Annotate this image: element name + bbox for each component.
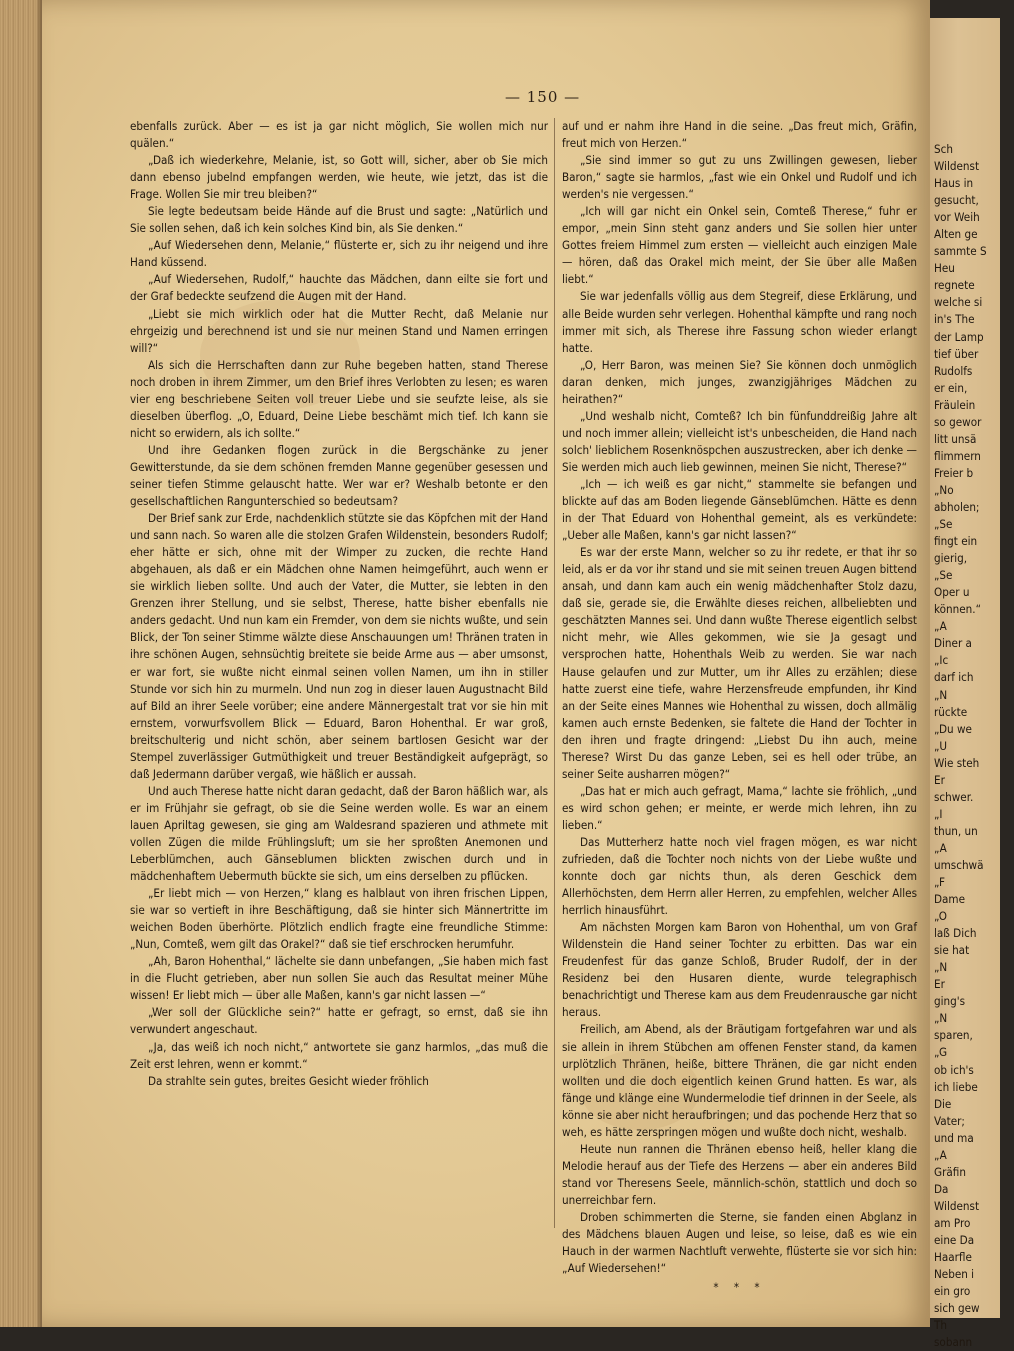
- adjacent-page-line: ich liebe: [934, 1079, 978, 1094]
- adjacent-page-line: tief über: [934, 346, 979, 361]
- adjacent-page-line: „N: [934, 1011, 948, 1026]
- paragraph: Das Mutterherz hatte noch viel fragen mögen, es war nicht zufrieden, daß die Tochter noch nichts von der Liebe wußte und konnte doch gar nichts thun, als deren Geschick dem Allerhöchsten, dem Herrn aller Herren, zu empfehlen, welcher Alles herrlich hinausführt.: [562, 834, 917, 918]
- paragraph: Droben schimmerten die Sterne, sie fanden einen Abglanz in des Mädchens blauen Augen und leise, so leise, daß es wie ein Hauch in der warmen Nachtluft verwehte, flüsterte sie vor sich hin: „Auf Wiedersehen!“: [562, 1210, 917, 1276]
- paper-stain: [580, 1050, 700, 1130]
- adjacent-page-line: in's The: [934, 312, 975, 327]
- adjacent-page-line: Wildenst: [934, 1198, 980, 1213]
- adjacent-page-line: Wildenst: [934, 159, 980, 174]
- paragraph: Freilich, am Abend, als der Bräutigam fortgefahren war und als sie allein in ihrem Stübchen am offenen Fenster stand, da kamen urplötzlich Thränen, heiße, bittere Thränen, die gar nicht enden wollten und die doch eigentlich keinen Grund hatten. Es war, als fänge und klänge eine Wundermelodie tief drinnen in der Seele, als könne sie aber nicht heraufbringen; und das pochende Herz that so weh, es hätte zerspringen mögen und wußte doch nicht, weshalb.: [562, 1022, 917, 1139]
- adjacent-page-line: Oper u: [934, 585, 970, 600]
- adjacent-page-line: und ma: [934, 1130, 974, 1145]
- adjacent-page-line: gesucht,: [934, 193, 979, 208]
- adjacent-page-line: sammte S: [934, 244, 987, 259]
- adjacent-page-line: Rudolfs: [934, 363, 973, 378]
- adjacent-page-line: Haus in: [934, 176, 974, 191]
- adjacent-page-line: „I: [934, 806, 943, 821]
- adjacent-page-line: Dame: [934, 892, 966, 907]
- adjacent-page-line: Neben i: [934, 1267, 975, 1282]
- paragraph: „Das hat er mich auch gefragt, Mama,“ lachte sie fröhlich, „und es wird schon gehen; er meinte, er werde mich lehren, ihn zu lieben.“: [562, 783, 917, 832]
- paragraph: „Und weshalb nicht, Comteß? Ich bin fünfunddreißig Jahre alt und noch immer allein; vielleicht ist's unbescheiden, die Hand nach solch' lieblichem Rosenknöspchen auszustrecken, aber ich denke — Sie werden mich auch lieb gewinnen, meinen Sie nicht, Therese?“: [562, 408, 917, 474]
- paragraph: ebenfalls zurück. Aber — es ist ja gar nicht möglich, Sie wollen mich nur quälen.“: [130, 119, 548, 151]
- adjacent-page-line: „A: [934, 619, 947, 634]
- adjacent-page-line: so gewor: [934, 414, 982, 429]
- paragraph: „Ah, Baron Hohenthal,“ lächelte sie dann unbefangen, „Sie haben mich fast in die Flucht getrieben, aber nun sollen Sie auch das Resultat meiner Mühe wissen! Er liebt mich — über alle Maßen, kann's gar nicht lassen —“: [130, 954, 548, 1003]
- adjacent-page-line: „A: [934, 840, 947, 855]
- paragraph: „Auf Wiedersehen denn, Melanie,“ flüsterte er, sich zu ihr neigend und ihre Hand küssend.: [130, 238, 548, 270]
- paragraph: „Wer soll der Glückliche sein?“ hatte er gefragt, so ernst, daß sie ihn verwundert angeschaut.: [130, 1005, 548, 1037]
- adjacent-page-line: ging's: [934, 994, 966, 1009]
- adjacent-page-line: Sch: [934, 142, 953, 156]
- paragraph: Und ihre Gedanken flogen zurück in die Bergschänke zu jener Gewitterstunde, da sie dem schönen fremden Manne gegenüber gesessen und seiner tiefen Stimme gelauscht hatte. Wer war er? Weshalb betonte er den gesellschaftlichen Rangunterschied so bedeutsam?: [130, 442, 548, 509]
- adjacent-page-line: am Pro: [934, 1215, 971, 1230]
- adjacent-page: [930, 18, 1000, 1350]
- adjacent-page-line: „Du we: [934, 721, 972, 736]
- adjacent-page-line: sie hat: [934, 943, 970, 958]
- paragraph: auf und er nahm ihre Hand in die seine. „Das freut mich, Gräfin, freut mich von Herzen.“: [562, 119, 917, 151]
- adjacent-page-line: eine Da: [934, 1233, 975, 1247]
- paragraph: Als sich die Herrschaften dann zur Ruhe begeben hatten, stand Therese noch droben in ihrem Zimmer, um den Brief ihres Verlobten zu lesen; es waren vier eng beschriebene Seiten voll treuer Liebe und sie seufzte leise, als sie dieselben überflog. „O, Eduard, Deine Liebe beschämt mich tief. Ich kann sie nicht so erwidern, als ich sollte.“: [130, 357, 548, 440]
- adjacent-page-line: litt unsä: [934, 431, 977, 446]
- paragraph: Da strahlte sein gutes, breites Gesicht wieder fröhlich: [148, 1073, 429, 1088]
- adjacent-page-line: schwer.: [934, 789, 974, 804]
- paragraph: Sie war jedenfalls völlig aus dem Stegreif, diese Erklärung, und alle Beide wurden sehr verlegen. Hohenthal kämpfte und rang noch immer mit sich, als Therese ihre Fassung schon wieder erlangt hatte.: [562, 289, 917, 355]
- paragraph: Sie legte bedeutsam beide Hände auf die Brust und sagte: „Natürlich und Sie sollen sehen, daß ich kein solches Kind bin, als Sie denken.“: [130, 204, 548, 236]
- adjacent-page-line: er ein,: [934, 380, 968, 395]
- adjacent-page-line: Haarfle: [934, 1250, 972, 1265]
- paragraph: Es war der erste Mann, welcher so zu ihr redete, er that ihr so leid, als er da vor ihr stand und sie mit seinen treuen Augen bittend ansah, und dann kam auch ein wenig mädchenhafter Stolz dazu, daß sie, gerade sie, die Erwählte dieses reichen, allbeliebten und geschätzten Mannes sei. Und dann wußte Therese eigentlich selbst nicht mehr, wie Alles gekommen, wie sie Ja gesagt und versprochen hatte, Hohenthals Weib zu werden. Sie war nach Hause gelaufen und zur Mutter, um ihr Alles zu erzählen; diese hatte zuerst eine tiefe, wahre Herzensfreude empfunden, ihr Kind an der Seite eines Mannes wie Hohenthal zu wissen, doch allmälig kamen auch ernste Bedenken, sie faltete die Hand der Tochter in den ihren und fragte dringend: „Liebst Du ihn auch, meine Therese? Wirst Du das ganze Leben, sei es hell oder trübe, an seiner Seite ausharren mögen?“: [562, 545, 917, 781]
- adjacent-page-line: Heu: [934, 261, 955, 276]
- paragraph: „Ja, das weiß ich noch nicht,“ antwortete sie ganz harmlos, „das muß die Zeit erst lehren, wenn er kommt.“: [130, 1039, 548, 1071]
- adjacent-page-line: „A: [934, 1147, 947, 1162]
- section-ornament: * * *: [713, 1280, 766, 1295]
- adjacent-page-line: Die: [934, 1096, 952, 1111]
- adjacent-page-line: laß Dich: [934, 926, 977, 941]
- adjacent-page-line: „Se: [934, 568, 953, 583]
- adjacent-page-line: umschwä: [934, 857, 984, 872]
- adjacent-page-line: Alten ge: [934, 227, 978, 242]
- adjacent-page-line: gierig,: [934, 551, 968, 566]
- adjacent-page-line: Fräulein: [934, 397, 976, 412]
- paragraph: „Liebt sie mich wirklich oder hat die Mutter Recht, daß Melanie nur ehrgeizig und berechnend ist und sie nur meinen Stand und Namen erringen will?“: [130, 306, 548, 355]
- adjacent-page-line: abholen;: [934, 499, 980, 514]
- adjacent-page-line: darf ich: [934, 670, 974, 685]
- paragraph: „Daß ich wiederkehre, Melanie, ist, so Gott will, sicher, aber ob Sie mich dann ebenso jubelnd empfangen werden, wie heute, wie jetzt, das ist die Frage. Wollen Sie mir treu bleiben?“: [130, 153, 548, 202]
- paragraph: Am nächsten Morgen kam Baron von Hohenthal, um von Graf Wildenstein die Hand seiner Tochter zu erbitten. Das war ein Freudenfest für das ganze Schloß, Bruder Rudolf, der in der Residenz bei den Husaren diente, wurde telegraphisch benachrichtigt und Therese kam aus dem Freudenrausche gar nicht heraus.: [562, 920, 917, 1020]
- paragraph: Der Brief sank zur Erde, nachdenklich stützte sie das Köpfchen mit der Hand und sann nach. So waren alle die stolzen Grafen Wildenstein, besonders Rudolf; eher hätte er sich, ohne mit der Wimper zu zucken, die rechte Hand abgehauen, als daß er ein Mädchen ohne Namen heimgeführt, auch wenn er sie wirklich lieben sollte. Und auch der Vater, die Mutter, sie lebten in den Grenzen ihrer Stellung, und sie selbst, Therese, hatte bisher ebenfalls nie anders gedacht. Und nun kam ein Fremder, von dem sie nichts wußte, und sein Blick, der Ton seiner Stimme wälzte diese Anschauungen um! Thränen traten in ihre schönen Augen, sehnsüchtig breitete sie beide Arme aus — aber umsonst, er war fort, sie wußte nicht einmal seinen vollen Namen, um ihn in stiller Stunde vor sich hin zu murmeln. Und nun zog in dieser lauen Augustnacht Bild auf Bild an ihrer Seele vorüber; eine andere Männergestalt trat vor sie hin mit ernstem, vorwurfsvollem Blick — Eduard, Baron Hohenthal. Er war groß, breitschulterig und nicht schön, aber seinem bartlosen Gesicht war der Stempel zuverlässiger Gutmüthigkeit und treuer Beständigkeit aufgeprägt, so daß Jedermann darüber vergaß, wie häßlich er aussah.: [130, 511, 548, 781]
- adjacent-page-line: können.“: [934, 602, 981, 617]
- adjacent-page-line: „Ic: [934, 653, 949, 668]
- adjacent-page-line: „F: [934, 875, 945, 890]
- adjacent-page-line: „O: [934, 909, 947, 924]
- adjacent-page-line: „No: [934, 482, 954, 497]
- adjacent-page-line: sobann: [934, 1335, 973, 1350]
- adjacent-page-line: thun, un: [934, 823, 978, 838]
- paragraph: „Ich — ich weiß es gar nicht,“ stammelte sie befangen und blickte auf das am Boden liegende Gänseblümchen. Hätte es denn in der That Eduard von Hohenthal gemeint, als es verkündete: „Ueber alle Maßen, kann's gar nicht lassen?“: [562, 476, 917, 543]
- adjacent-page-line: ein gro: [934, 1284, 971, 1299]
- text-column-left: [130, 118, 548, 1090]
- adjacent-page-line: Freier b: [934, 465, 974, 480]
- adjacent-page-line: Wie steh: [934, 755, 980, 770]
- paragraph: Und auch Therese hatte nicht daran gedacht, daß der Baron häßlich war, als er im Frühjahr sie gefragt, ob sie die Seine werden wolle. Es war an einem lauen Apriltag gewesen, sie ging am Waldesrand spazieren und athmete mit vollen Zügen die milde Frühlingsluft; um sie her sproßten Anemonen und Leberblümchen, auch Gänseblumen blickten zwischen durch und in mädchenhaftem Uebermuth bückte sie sich, um eins derselben zu pflücken.: [130, 783, 548, 884]
- paragraph: „Er liebt mich — von Herzen,“ klang es halblaut von ihren frischen Lippen, sie war so vertieft in ihre Beschäftigung, daß sie hinter sich Männertritte im weichen Boden überhörte. Plötzlich endlich fragte eine freundliche Stimme: „Nun, Comteß, wem gilt das Orakel?“ daß sie tief erschrocken herumfuhr.: [130, 886, 548, 952]
- text-column-right: [562, 118, 917, 1295]
- adjacent-page-line: „N: [934, 960, 948, 975]
- paragraph: „Auf Wiedersehen, Rudolf,“ hauchte das Mädchen, dann eilte sie fort und der Graf bedeckte seufzend die Augen mit der Hand.: [130, 272, 548, 304]
- adjacent-page-line: Th: [934, 1318, 947, 1333]
- adjacent-page-line: Er: [934, 977, 945, 992]
- adjacent-page-line: „Se: [934, 517, 953, 532]
- adjacent-page-line: Da: [934, 1181, 949, 1196]
- adjacent-page-line: sparen,: [934, 1028, 973, 1043]
- adjacent-page-line: Er: [934, 772, 945, 787]
- adjacent-page-line: Diner a: [934, 636, 972, 651]
- adjacent-page-line: Vater;: [934, 1113, 965, 1128]
- paragraph: „Sie sind immer so gut zu uns Zwillingen gewesen, lieber Baron,“ sagte sie harmlos, „fast wie ein Onkel und Rudolf und ich werden's nie vergessen.“: [562, 153, 917, 202]
- book-page-edges: [0, 0, 42, 1327]
- page-number: — 150 —: [505, 88, 581, 106]
- adjacent-page-line: „U: [934, 738, 948, 753]
- column-divider: [554, 118, 555, 1228]
- paper-stain: [200, 300, 360, 410]
- adjacent-page-line: regnete: [934, 278, 975, 293]
- adjacent-page-line: fingt ein: [934, 534, 978, 549]
- paragraph: „O, Herr Baron, was meinen Sie? Sie können doch unmöglich daran denken, mich junges, zwanzigjähriges Mädchen zu heirathen?“: [562, 357, 917, 406]
- adjacent-page-line: flimmern: [934, 448, 981, 463]
- adjacent-page-line: „N: [934, 687, 948, 702]
- adjacent-page-line: „G: [934, 1045, 948, 1060]
- adjacent-page-line: vor Weih: [934, 210, 980, 225]
- adjacent-page-line: der Lamp: [934, 329, 984, 344]
- adjacent-page-line: welche si: [934, 295, 983, 310]
- adjacent-page-line: sich gew: [934, 1301, 980, 1316]
- adjacent-page-line: Gräfin: [934, 1164, 966, 1179]
- adjacent-page-line: ob ich's: [934, 1062, 974, 1077]
- paragraph: Heute nun rannen die Thränen ebenso heiß, heller klang die Melodie herauf aus der Tiefe des Herzens — aber ein anderes Bild stand vor Theresens Seele, männlich-schön, stattlich und doch so unerreichbar fern.: [562, 1141, 917, 1207]
- adjacent-page-line: rückte: [934, 704, 968, 719]
- paragraph: „Ich will gar nicht ein Onkel sein, Comteß Therese,“ fuhr er empor, „mein Sinn steht ganz anders und Sie sollen hier unter Gottes freiem Himmel zum ersten — vielleicht auch einzigen Male — hören, daß das Orakel mich meint, der Sie über alle Maßen liebt.“: [562, 204, 917, 287]
- adjacent-page-text: [934, 141, 1014, 1351]
